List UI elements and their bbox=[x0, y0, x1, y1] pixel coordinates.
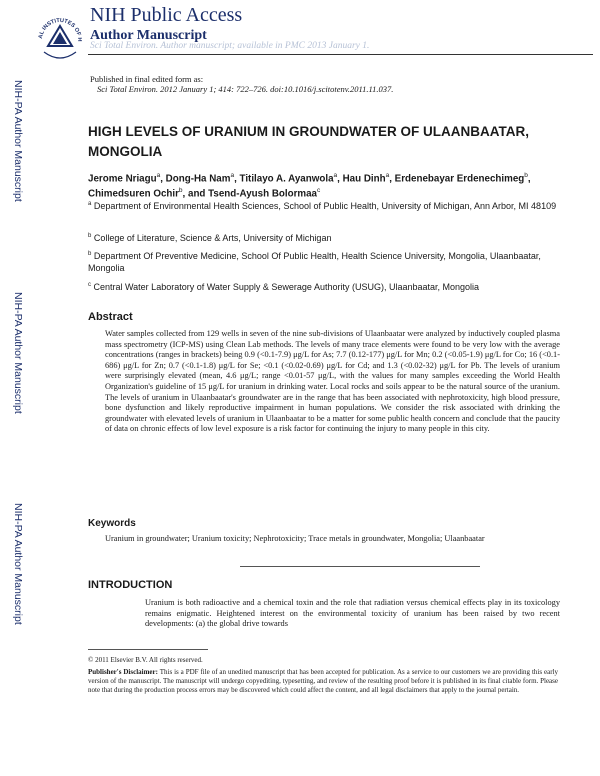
logo-lettering: AL INSTITUTES OF H bbox=[37, 17, 83, 42]
citation-line: Sci Total Environ. 2012 January 1; 414: 722–726. doi:10.1016/j.scitotenv.2011.11.037. bbox=[97, 84, 394, 94]
nih-seal-icon bbox=[34, 6, 86, 70]
nih-logo bbox=[34, 6, 86, 70]
abstract-text: Water samples collected from 129 wells in seven of the nine sub-divisions of Ulaanbaatar were analyzed by inductively coupled plasma mass spectrometry (ICP-MS) using Clean Lab methods. The levels of many trace elements were found to be very low with the average concentrations (ranges in brackets) being 0.9 (<0.1-7.9) μg/L for As; 7.7 (0.12-177) μg/L for Mn; 0.2 (<0.05-1.9) μg/L for Co; 16 (<0.1-686) μg/L for Zn; 0.7 (<0.1-1.8) μg/L for Se; <0.1 (<0.02-0.69) μg/L for Cd; and 1.3 (<0.02-32) μg/L for Pb. The levels of uranium were surprisingly elevated (mean, 4.6 μg/L; range <0.01-57 μg/L, with the values for many samples exceeding the World Health Organization's guideline of 15 μg/L for uranium in drinking water. Local rocks and soils appear to be the natural source of the uranium. The levels of uranium in Ulaanbaatar's groundwater are in the range that has been associated with nephrotoxicity, high blood pressure, bone dysfunction and likely reproductive impairment in human populations. We consider the risk associated with drinking the groundwater with elevated levels of uranium in Ulaanbaatar to be a matter for some public health concern and conclude that the paucity of data on chronic effects of low level exposure is a risk factor for continuing the injury to many people in this city. bbox=[105, 329, 560, 434]
header-divider bbox=[88, 54, 593, 55]
affiliation-1: $^a$ Department of Environmental Health Sciences, School of Public Health, University of Michigan, Ann Arbor, MI 48109 bbox=[88, 201, 557, 211]
introduction-text: Uranium is both radioactive and a chemical toxin and the role that radiation versus chemical effects play in its toxicology remains enigmatic. Heightened interest on the environmental toxicity of uranium has been raised by two recent developments: (a) the global drive towards bbox=[145, 598, 560, 629]
keywords-heading: Keywords bbox=[88, 518, 136, 529]
introduction-heading: INTRODUCTION bbox=[88, 579, 173, 591]
publisher-disclaimer: Publisher's Disclaimer: This is a PDF file of an unedited manuscript that has been accepted for publication. As a service to our customers we are providing this early version of the manuscript. The manuscript will undergo copyediting, typesetting, and review of the resulting proof before it is published in its final citable form. Please note that during the production process errors may be discovered which could affect the content, and all legal disclaimers that apply to the journal pertain. bbox=[88, 668, 558, 694]
author-manuscript-label: Author Manuscript bbox=[90, 28, 207, 43]
sidebar-label-middle: NIH-PA Author Manuscript bbox=[12, 292, 24, 414]
sidebar-label-top: NIH-PA Author Manuscript bbox=[12, 80, 24, 202]
published-label: Published in final edited form as: bbox=[90, 74, 204, 84]
affiliation-2: $^b$ College of Literature, Science & Arts, University of Michigan bbox=[88, 233, 332, 243]
affiliation-3: $^b$ Department Of Preventive Medicine, School Of Public Health, Health Science University, Mongolia, Ulaanbaatar, Mongolia bbox=[88, 251, 541, 273]
footnote-divider bbox=[88, 649, 208, 650]
keywords-divider bbox=[240, 566, 480, 567]
paper-title: HIGH LEVELS OF URANIUM IN GROUNDWATER OF ULAANBAATAR, MONGOLIA bbox=[88, 124, 529, 159]
abstract-heading: Abstract bbox=[88, 311, 133, 323]
brand-title: NIH Public Access bbox=[90, 4, 243, 26]
sidebar-label-bottom: NIH-PA Author Manuscript bbox=[12, 503, 24, 625]
author-list: Jerome Nriagu$^a$, Dong-Ha Nam$^a$, Titilayo A. Ayanwola$^a$, Hau Dinh$^a$, Erdenebayar Erdenechimeg$^b$, Chimedsuren Ochir$^b$, and Tsend-Ayush Bolormaa$^c$ bbox=[88, 172, 531, 200]
availability-line: Sci Total Environ. Author manuscript; available in PMC 2013 January 1. bbox=[90, 41, 370, 51]
keywords-text: Uranium in groundwater; Uranium toxicity; Nephrotoxicity; Trace metals in groundwater, Mongolia; Ulaanbaatar bbox=[105, 534, 485, 543]
affiliation-4: $^c$ Central Water Laboratory of Water Supply & Sewerage Authority (USUG), Ulaanbaatar, Mongolia bbox=[88, 282, 480, 292]
copyright-notice: © 2011 Elsevier B.V. All rights reserved. bbox=[88, 656, 203, 664]
